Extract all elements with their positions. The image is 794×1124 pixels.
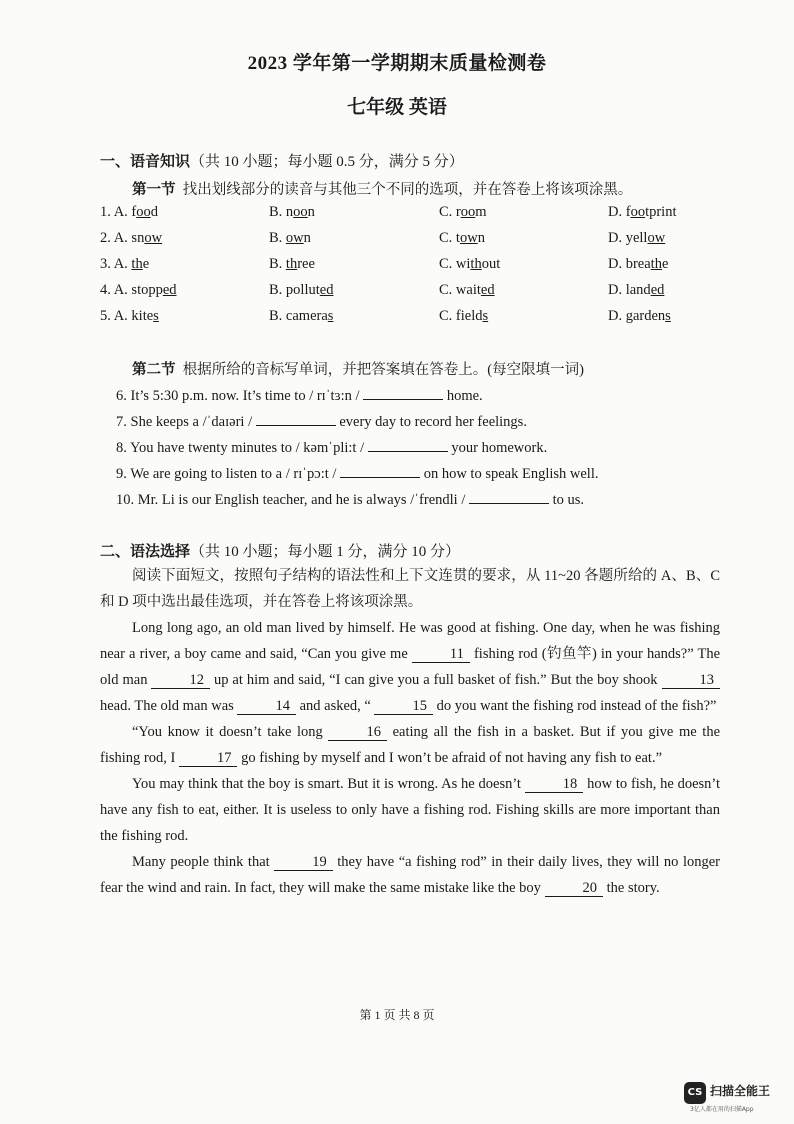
option-b: B. own [269,230,311,246]
answer-blank [363,385,443,400]
underlined-letters: th [285,256,298,272]
underlined-letters: s [327,308,334,324]
question-row [100,282,700,302]
part2-title: 第二节 [132,362,176,378]
fill-question: 7. She keeps a /ˈdaɪəri / every day to record her feelings. [116,411,527,431]
underlined-letters: ed [319,282,334,298]
underlined-letters: ow [285,230,304,246]
blank-12: 12 [151,672,210,689]
blank-13: 13 [662,672,721,689]
passage [100,615,720,901]
blank-20: 20 [545,880,604,897]
underlined-letters: s [665,308,671,324]
underlined-letters: ow [459,230,478,246]
blank-18: 18 [525,776,584,793]
underlined-letters: ed [162,282,177,298]
underlined-letters: oo [460,204,476,220]
option-d: D. landed [608,282,665,298]
option-d: D. yellow [608,230,666,246]
blank-16: 16 [328,724,387,741]
part1-instruction: 找出划线部分的读音与其他三个不同的选项，并在答卷上将该项涂黑。 [182,182,633,198]
option-a: 4. A. stopped [100,282,177,298]
section2-heading [100,540,460,561]
blank-14: 14 [237,698,296,715]
underlined-letters: ed [650,282,665,298]
passage-paragraph-2: “You know it doesn’t take long 16 eating all the fish in a basket. But if you give me the fishing rod, I 17 go fishing by myself and I won’t be afraid of not having any fish to eat.” [100,724,721,766]
option-c: C. without [439,256,501,272]
exam-subtitle: 七年级 英语 [347,97,447,118]
section2-title: 二、语法选择 [100,544,191,560]
blank-19: 19 [274,854,333,871]
watermark-name: 扫描全能王 [710,1084,771,1098]
option-d: D. gardens [608,308,671,324]
fill-question: 6. It’s 5:30 p.m. now. It’s time to / rɪˈtɜ:n / home. [116,385,483,405]
page-number: 第 1 页 共 8 页 [359,1008,435,1022]
answer-blank [368,437,448,452]
question-row [100,230,700,250]
option-b: B. polluted [269,282,334,298]
answer-blank [256,411,336,426]
answer-blank [469,489,549,504]
part2-instruction: 根据所给的音标写单词，并把答案填在答卷上。(每空限填一词) [182,362,584,378]
option-a: 2. A. snow [100,230,163,246]
underlined-letters: oo [630,204,646,220]
passage-paragraph-3: You may think that the boy is smart. But it is wrong. As he doesn’t 18 how to fish, he doesn’t have any fish to eat, either. It is useless to only have a fishing rod. Fishing skills are more important than the fishing rod. [100,776,721,844]
section1-title: 一、语音知识 [100,154,191,170]
question-row [100,256,700,276]
underlined-letters: th [131,256,143,272]
section2-note: （共 10 小题；每小题 1 分，满分 10 分） [190,544,461,560]
instruction-text: 阅读下面短文，按照句子结构的语法性和上下文连贯的要求，从 11~20 各题所给的 A、B、C 和 D 项中选出最佳选项，并在答卷上将该项涂黑。 [100,568,720,610]
option-c: C. room [439,204,487,220]
option-a: 3. A. the [100,256,150,272]
option-d: D. footprint [608,204,677,220]
part1-title: 第一节 [132,182,176,198]
fill-question: 8. You have twenty minutes to / kəmˈpli:t / your homework. [116,437,547,457]
option-a: 1. A. food [100,204,158,220]
underlined-letters: oo [136,204,151,220]
question-row [100,308,700,328]
watermark-tagline: 3亿人都在用的扫描App [690,1106,754,1113]
underlined-letters: ow [647,230,666,246]
underlined-letters: ow [144,230,163,246]
underlined-letters: th [470,256,482,272]
fill-question: 9. We are going to listen to a / rɪˈpɔ:t / on how to speak English well. [116,463,599,483]
section1-part2-heading [132,358,584,379]
underlined-letters: th [650,256,662,272]
section1-part1-heading [132,178,632,199]
exam-title: 2023 学年第一学期期末质量检测卷 [247,53,547,74]
underlined-letters: s [153,308,159,324]
underlined-letters: s [482,308,489,324]
option-c: C. waited [439,282,495,298]
blank-15: 15 [374,698,433,715]
option-b: B. cameras [269,308,334,324]
passage-paragraph-1: Long long ago, an old man lived by himself. He was good at fishing. One day, when he was fishing near a river, a boy came and said, “Can you give me 11 fishing rod (钓鱼竿) in your hands?” The old man 12 up at him and said, “I can give you a full basket of fish.” But the boy shook 13 head. The old man was 14 and asked, “ 15 do you want the fishing rod instead of the fish?” [100,620,721,714]
fill-question: 10. Mr. Li is our English teacher, and he is always /ˈfrendli / to us. [116,489,584,509]
blank-17: 17 [179,750,238,767]
option-c: C. town [439,230,485,246]
passage-paragraph-4: Many people think that 19 they have “a fishing rod” in their daily lives, they will no longer fear the wind and rain. In fact, they will make the same mistake like the boy 20 the story. [100,854,720,896]
option-b: B. noon [269,204,315,220]
camscanner-logo-icon: CS [684,1082,706,1104]
question-row [100,204,700,224]
option-d: D. breathe [608,256,669,272]
option-b: B. three [269,256,315,272]
section1-heading [100,150,464,171]
blank-11: 11 [412,646,470,663]
answer-blank [340,463,420,478]
underlined-letters: oo [293,204,308,220]
section2-instruction [100,563,720,615]
option-a: 5. A. kites [100,308,159,324]
underlined-letters: ed [480,282,495,298]
section1-note: （共 10 小题；每小题 0.5 分，满分 5 分） [190,154,464,170]
option-c: C. fields [439,308,489,324]
